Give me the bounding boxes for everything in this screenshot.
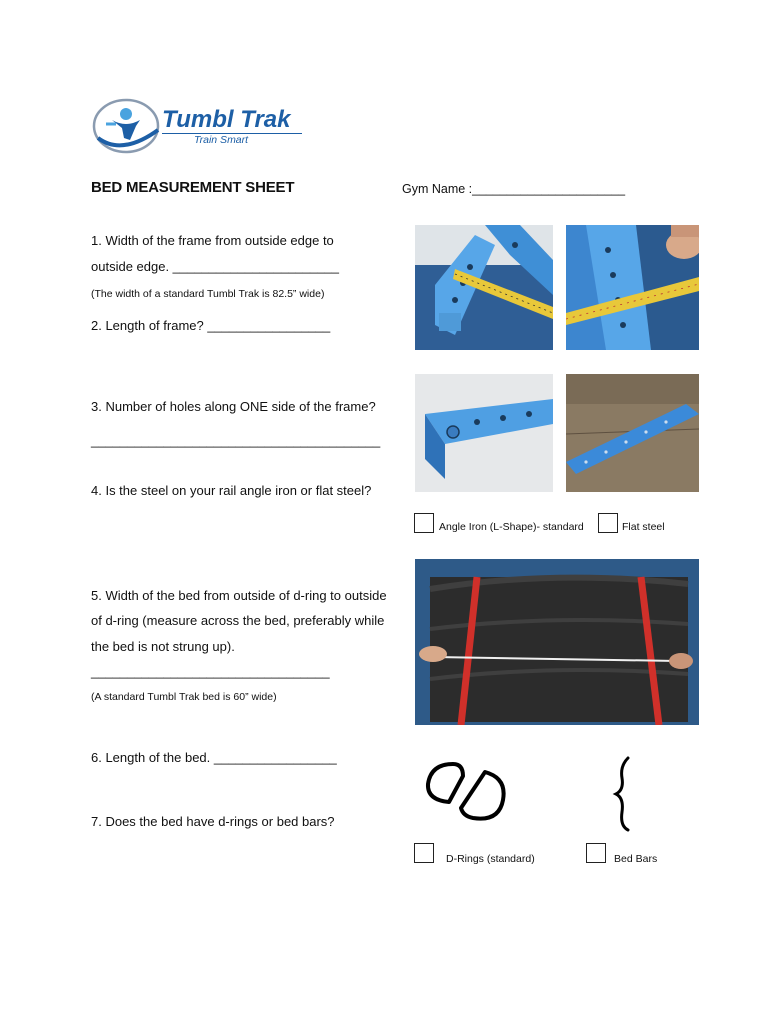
- q5-answer-line[interactable]: _________________________________: [91, 664, 330, 679]
- q5-note: (A standard Tumbl Trak bed is 60” wide): [91, 691, 277, 703]
- d-rings-checkbox[interactable]: [414, 843, 434, 863]
- q1-note: (The width of a standard Tumbl Trak is 82.5” wide): [91, 288, 325, 300]
- angle-iron-label: Angle Iron (L-Shape)- standard: [439, 521, 584, 533]
- page-title: BED MEASUREMENT SHEET: [91, 179, 295, 196]
- q3-text: 3. Number of holes along ONE side of the frame?: [91, 399, 376, 414]
- q7-text: 7. Does the bed have d-rings or bed bars?: [91, 814, 335, 829]
- q5-text-line1: 5. Width of the bed from outside of d-ring to outside: [91, 588, 387, 603]
- flat-steel-photo: [566, 374, 699, 492]
- angle-iron-checkbox[interactable]: [414, 513, 434, 533]
- bed-bar-icon: [612, 756, 636, 832]
- q4-text: 4. Is the steel on your rail angle iron or flat steel?: [91, 483, 372, 498]
- logo-swoosh-icon: [92, 94, 164, 156]
- q1-text: 1. Width of the frame from outside edge to: [91, 233, 334, 248]
- frame-width-photo-right: [566, 225, 699, 350]
- flat-steel-label: Flat steel: [622, 521, 665, 533]
- logo-tagline: Train Smart: [194, 134, 249, 146]
- frame-width-photo-left: [415, 225, 553, 350]
- q2-text[interactable]: 2. Length of frame? _________________: [91, 318, 331, 333]
- d-rings-icon: [423, 760, 509, 824]
- angle-iron-photo: [415, 374, 553, 492]
- bed-width-photo: [415, 559, 699, 725]
- gym-name-field[interactable]: Gym Name :______________________: [402, 182, 626, 196]
- q5-text-line3: the bed is not strung up).: [91, 639, 235, 654]
- logo: [92, 94, 322, 156]
- bed-bars-checkbox[interactable]: [586, 843, 606, 863]
- q1-answer-line[interactable]: outside edge. _______________________: [91, 259, 339, 274]
- logo-underline: [162, 133, 302, 134]
- bed-bars-label: Bed Bars: [614, 853, 658, 865]
- q5-text-line2: of d-ring (measure across the bed, preferably while: [91, 613, 385, 628]
- q6-text[interactable]: 6. Length of the bed. _________________: [91, 750, 337, 765]
- logo-brand: Tumbl Trak: [162, 106, 291, 133]
- q3-answer-line[interactable]: ________________________________________: [91, 433, 381, 448]
- d-rings-label: D-Rings (standard): [446, 853, 535, 865]
- flat-steel-checkbox[interactable]: [598, 513, 618, 533]
